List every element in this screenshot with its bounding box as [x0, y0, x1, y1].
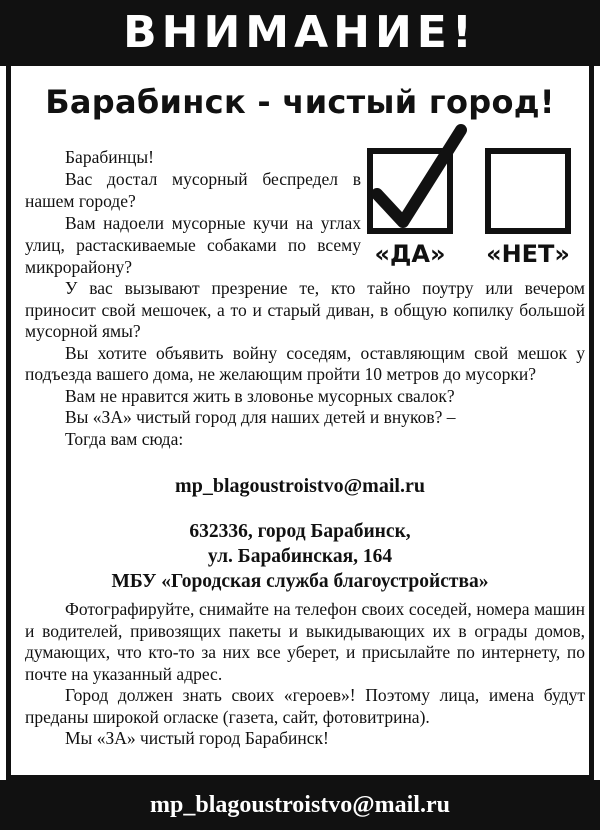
top-banner [0, 0, 600, 66]
address-line: 632336, город Барабинск, [189, 521, 411, 542]
footer-email: mp_blagoustroistvo@mail.ru [150, 792, 450, 818]
bottom-banner [0, 780, 600, 830]
flyer-frame [6, 66, 594, 780]
closing-paragraph: Город должен знать своих «героев»! Поэтому лица, имена будут преданы широкой огласке (газета, сайт, фотовитрина). [25, 685, 585, 727]
closing-paragraph: Мы «ЗА» чистый город Барабинск! [65, 728, 329, 748]
body-paragraph: Вы «ЗА» чистый город для наших детей и внуков? – [65, 407, 456, 427]
checkmark-icon [369, 124, 469, 234]
organization-name: МБУ «Городская служба благоустройства» [111, 571, 489, 592]
intro-paragraph: Барабинцы! [65, 147, 154, 167]
intro-paragraph: Вам надоели мусорные кучи на углах улиц, растаскиваемые собаками по всему микрорайону? [25, 213, 361, 277]
postal-address [11, 519, 589, 594]
no-label: «НЕТ» [486, 240, 570, 268]
empty-checkbox [485, 148, 571, 234]
body-paragraph: Тогда вам сюда: [65, 428, 184, 449]
vote-no [485, 148, 571, 266]
headline: Барабинск - чистый город! [45, 83, 555, 121]
body-paragraph: У вас вызывают презрение те, кто тайно поутру или вечером приносит свой мешочек, а то и старый диван, в общую копилку большой мусорной ямы? [25, 278, 585, 341]
closing-text [25, 599, 585, 750]
banner-title: ВНИМАНИЕ! [123, 7, 477, 58]
body-paragraph: Вам не нравится жить в зловонье мусорных свалок? [65, 385, 455, 406]
body-paragraph: Вы хотите объявить войну соседям, оставляющим свой мешок у подъезда вашего дома, не желающим пройти 10 метров до мусорки? [25, 342, 585, 384]
vote-yes [367, 148, 453, 266]
intro-text [25, 146, 361, 278]
contact-email: mp_blagoustroistvo@mail.ru [175, 475, 425, 497]
checked-checkbox [367, 148, 453, 234]
intro-paragraph: Вас достал мусорный беспредел в нашем городе? [25, 169, 361, 211]
yes-label: «ДА» [374, 240, 446, 268]
address-line: ул. Барабинская, 164 [207, 546, 393, 567]
closing-paragraph: Фотографируйте, снимайте на телефон своих соседей, номера машин и водителей, привозящих пакеты и выкидывающих их в ограды домов, думающих, что кто-то за них все уберет, и присылайте по интернету, по почте на указанный адрес. [25, 599, 585, 684]
body-text [25, 278, 585, 450]
